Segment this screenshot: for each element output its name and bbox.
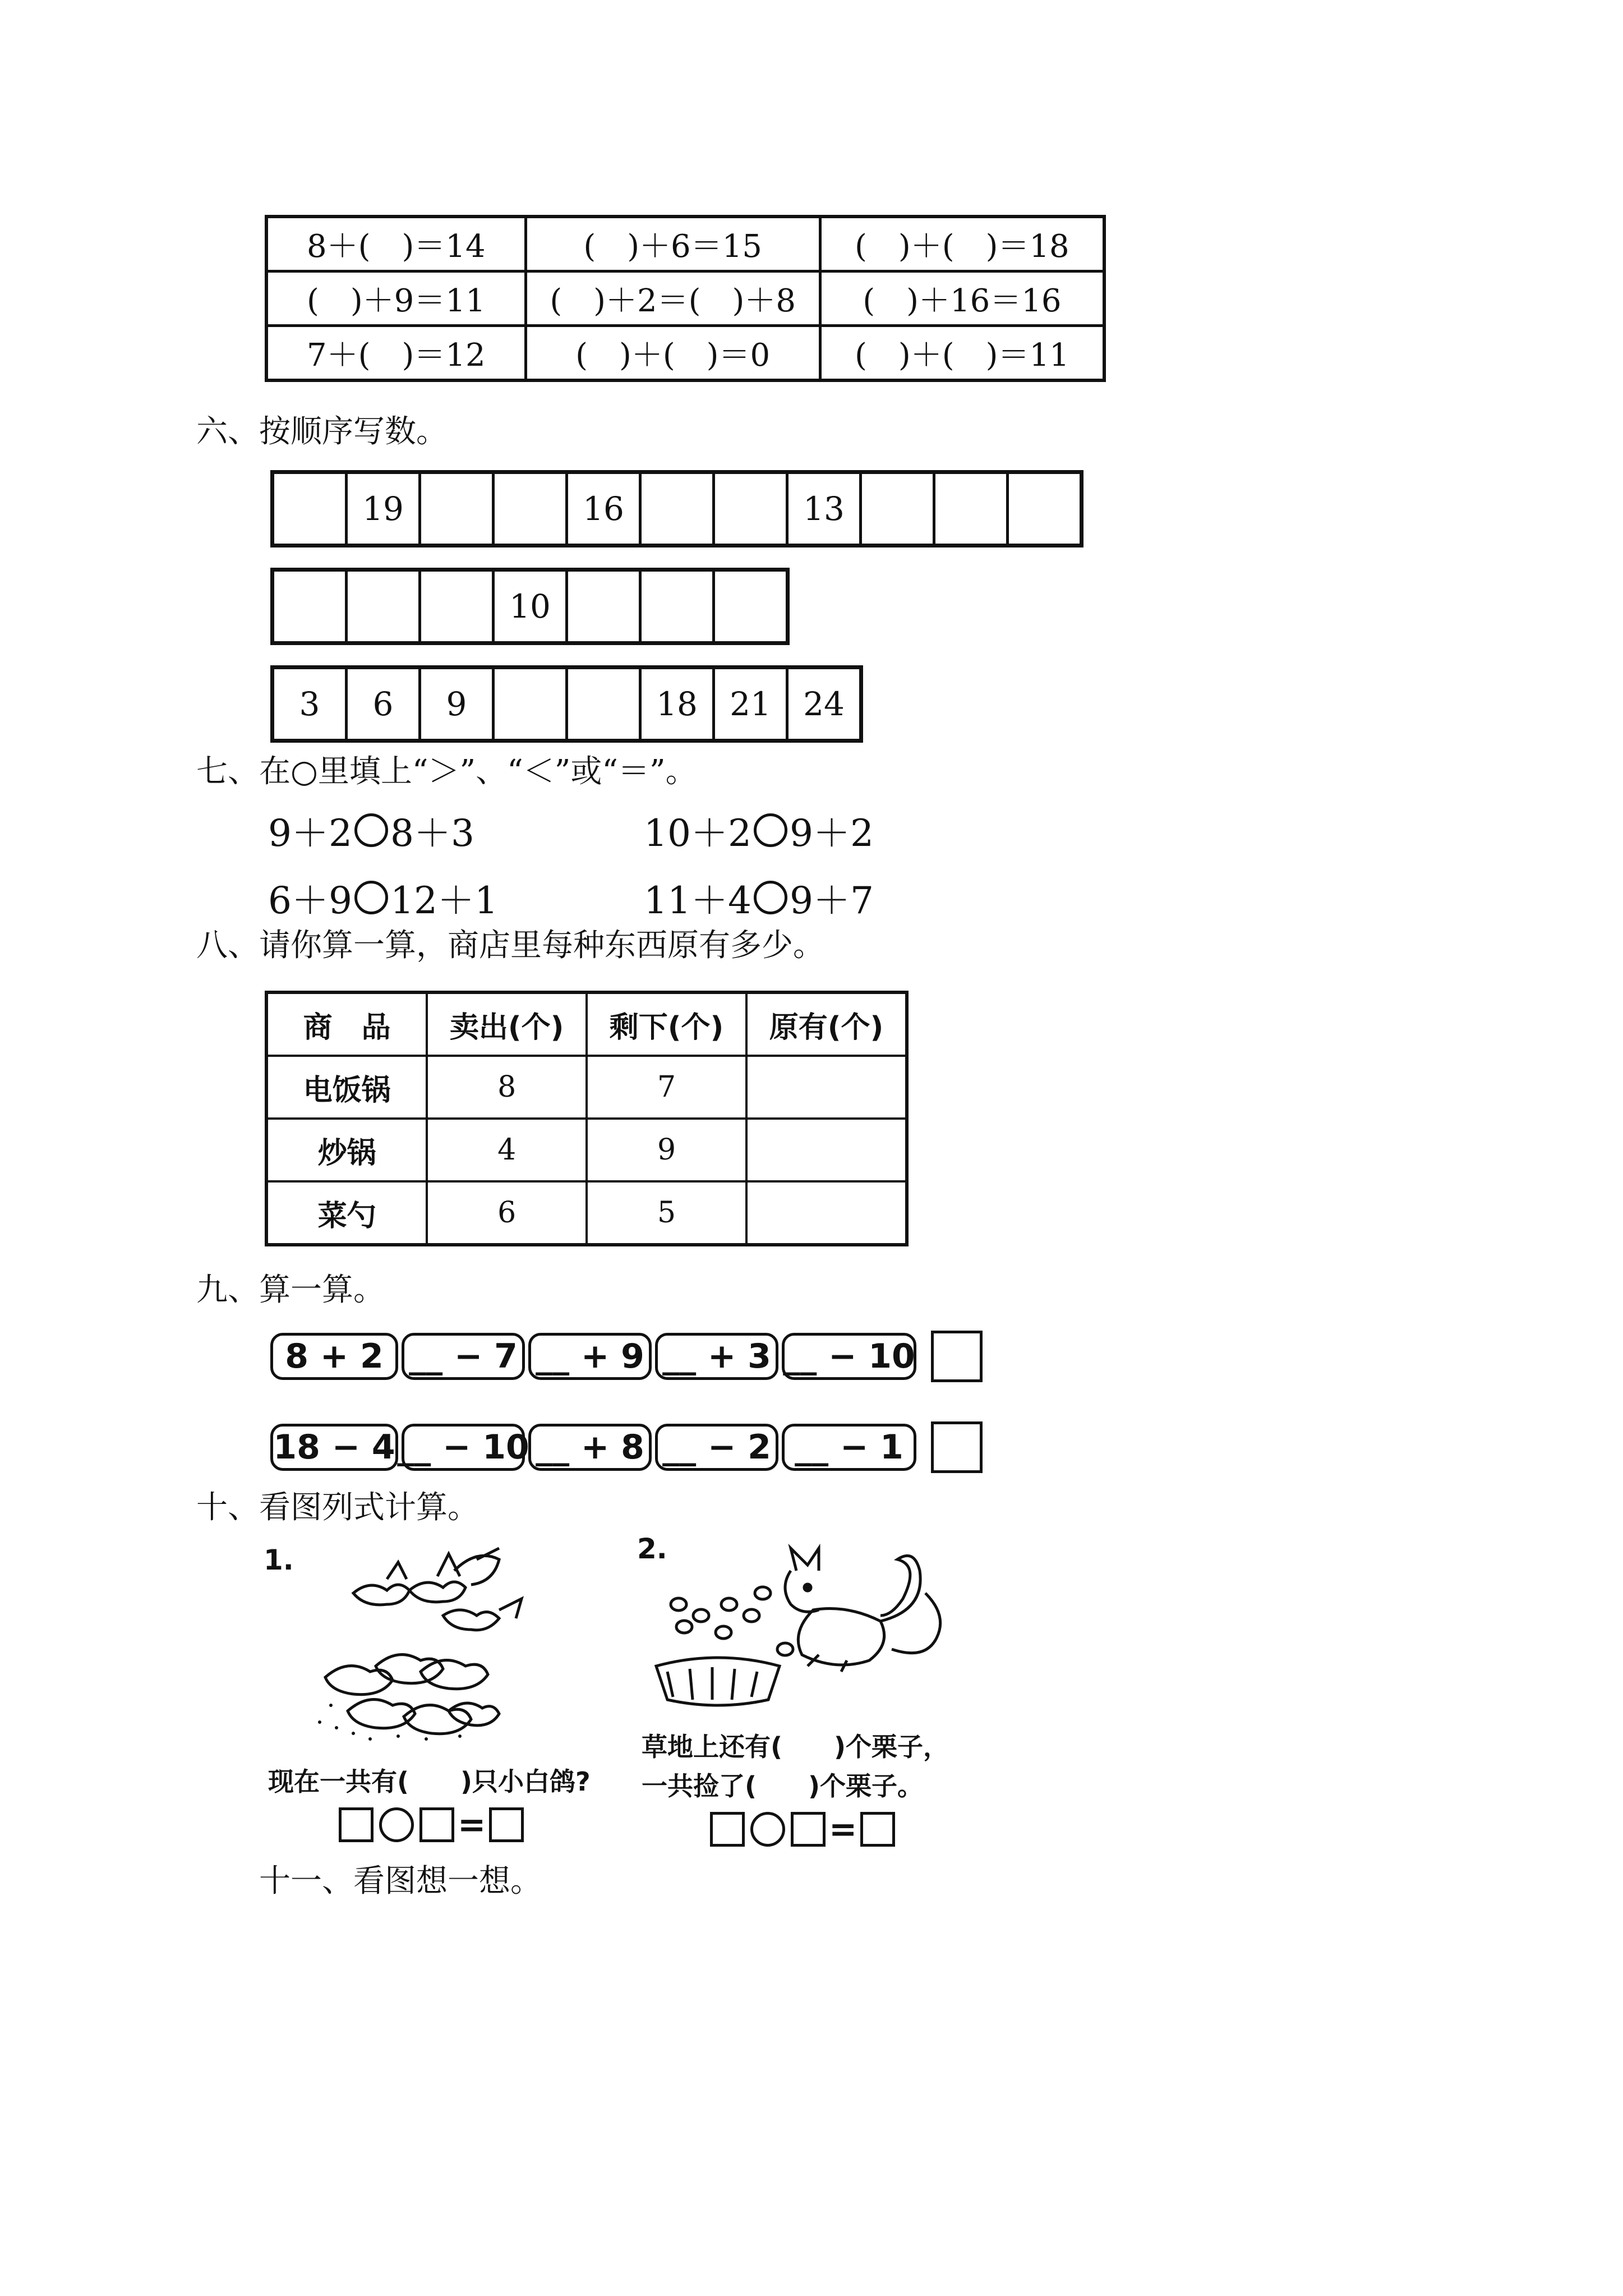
equals-sign-icon: = (458, 1805, 486, 1844)
answer-box[interactable] (419, 1807, 454, 1842)
goods-name: 炒锅 (266, 1119, 427, 1181)
sequence-cell (715, 474, 789, 544)
sequence-cell (348, 572, 421, 641)
squirrel-illustration-icon (645, 1537, 970, 1717)
goods-table (265, 991, 909, 1246)
answer-circle[interactable] (754, 813, 787, 847)
sequence-cell: 16 (568, 474, 642, 544)
problem-number: 2. (637, 1533, 667, 1565)
sequence-cell: 6 (348, 669, 421, 739)
table-row (266, 1119, 907, 1181)
doves-illustration-icon (314, 1537, 550, 1750)
left-value: 9 (587, 1119, 746, 1181)
comparison-right: 12＋1 (390, 879, 498, 922)
answer-formula (710, 1810, 895, 1849)
sequence-row-2 (270, 568, 790, 645)
calc-chain-2 (270, 1421, 983, 1473)
comparison-right: 9＋7 (789, 879, 874, 922)
comparison-item (268, 871, 498, 924)
equation-cell: ( )＋( )＝18 (820, 217, 1104, 272)
comparison-left: 11＋4 (644, 879, 751, 922)
equation-cell: ( )＋9＝11 (266, 272, 525, 326)
answer-box[interactable] (710, 1812, 745, 1847)
comparison-left: 10＋2 (644, 812, 751, 855)
answer-box[interactable] (489, 1807, 524, 1842)
section10-heading: 十、看图列式计算。 (196, 1489, 479, 1526)
section7-heading: 七、在○里填上“＞”、“＜”或“＝”。 (196, 753, 697, 790)
answer-box[interactable] (931, 1331, 983, 1382)
left-value: 7 (587, 1056, 746, 1119)
chain-step[interactable]: __ − 2 (655, 1424, 778, 1471)
equation-cell: ( )＋( )＝0 (525, 326, 820, 381)
sold-value: 4 (427, 1119, 587, 1181)
calc-chain-1 (270, 1331, 983, 1382)
comparison-item (644, 871, 874, 924)
answer-circle[interactable] (354, 881, 388, 914)
column-header: 卖出(个) (427, 992, 587, 1056)
comparison-left: 6＋9 (268, 879, 352, 922)
comparison-left: 9＋2 (268, 812, 352, 855)
answer-circle[interactable] (754, 881, 787, 914)
table-header-row (266, 992, 907, 1056)
sequence-cell (935, 474, 1009, 544)
answer-box[interactable] (791, 1812, 826, 1847)
sequence-cell: 3 (274, 669, 348, 739)
operator-circle[interactable] (379, 1807, 414, 1842)
sequence-cell (274, 572, 348, 641)
problem1-question: 现在一共有( )只小白鸽? (268, 1766, 591, 1797)
column-header: 剩下(个) (587, 992, 746, 1056)
sequence-cell (642, 474, 715, 544)
original-value[interactable] (746, 1119, 907, 1181)
problem2-line1: 草地上还有( )个栗子， (642, 1732, 949, 1762)
equation-cell: ( )＋2＝( )＋8 (525, 272, 820, 326)
equation-cell: 8＋( )＝14 (266, 217, 525, 272)
equation-cell: ( )＋16＝16 (820, 272, 1104, 326)
equation-cell: 7＋( )＝12 (266, 326, 525, 381)
table-row (266, 217, 1104, 272)
comparison-item (268, 803, 474, 857)
sequence-cell (568, 572, 642, 641)
sequence-cell (568, 669, 642, 739)
answer-box[interactable] (860, 1812, 895, 1847)
sequence-cell: 9 (421, 669, 495, 739)
section9-heading: 九、算一算。 (196, 1272, 385, 1308)
sequence-cell (421, 572, 495, 641)
sequence-row-1 (270, 470, 1083, 547)
sold-value: 8 (427, 1056, 587, 1119)
chain-step[interactable]: __ − 7 (402, 1333, 525, 1380)
equation-table (265, 215, 1106, 382)
sequence-cell (1009, 474, 1080, 544)
section11-heading: 十一、看图想一想。 (259, 1863, 542, 1899)
equals-sign-icon: = (829, 1810, 857, 1849)
chain-start: 8 + 2 (270, 1333, 398, 1380)
answer-box[interactable] (931, 1421, 983, 1473)
sequence-cell (642, 572, 715, 641)
table-row (266, 1181, 907, 1245)
sequence-cell (862, 474, 935, 544)
table-row (266, 326, 1104, 381)
original-value[interactable] (746, 1181, 907, 1245)
sequence-cell: 21 (715, 669, 789, 739)
answer-formula (339, 1805, 524, 1844)
chain-start: 18 − 4 (270, 1424, 398, 1471)
sequence-cell: 13 (789, 474, 862, 544)
equation-cell: ( )＋6＝15 (525, 217, 820, 272)
operator-circle[interactable] (750, 1812, 785, 1847)
sequence-cell: 18 (642, 669, 715, 739)
chain-step[interactable]: __ − 1 (782, 1424, 916, 1471)
goods-name: 菜勺 (266, 1181, 427, 1245)
section6-heading: 六、按顺序写数。 (196, 413, 448, 450)
original-value[interactable] (746, 1056, 907, 1119)
problem-number: 1. (264, 1544, 294, 1576)
sequence-cell: 10 (495, 572, 568, 641)
comparison-item (644, 803, 874, 857)
chain-step[interactable]: __ − 10 (782, 1333, 916, 1380)
chain-step[interactable]: __ + 9 (528, 1333, 652, 1380)
chain-step[interactable]: __ + 8 (528, 1424, 652, 1471)
sequence-cell (715, 572, 786, 641)
problem2-line2: 一共捡了( )个栗子。 (642, 1771, 924, 1801)
sequence-cell: 19 (348, 474, 421, 544)
comparison-right: 9＋2 (789, 812, 874, 855)
section8-heading: 八、请你算一算，商店里每种东西原有多少。 (196, 927, 824, 964)
comparison-right: 8＋3 (390, 812, 474, 855)
sold-value: 6 (427, 1181, 587, 1245)
goods-name: 电饭锅 (266, 1056, 427, 1119)
sequence-row-3 (270, 665, 863, 743)
table-row (266, 272, 1104, 326)
table-row (266, 1056, 907, 1119)
sequence-cell (495, 669, 568, 739)
equation-cell: ( )＋( )＝11 (820, 326, 1104, 381)
column-header: 原有(个) (746, 992, 907, 1056)
left-value: 5 (587, 1181, 746, 1245)
sequence-cell (421, 474, 495, 544)
chain-step[interactable]: __ − 10 (402, 1424, 525, 1471)
answer-box[interactable] (339, 1807, 374, 1842)
chain-step[interactable]: __ + 3 (655, 1333, 778, 1380)
sequence-cell (274, 474, 348, 544)
column-header: 商 品 (266, 992, 427, 1056)
sequence-cell: 24 (803, 685, 845, 723)
answer-circle[interactable] (354, 813, 388, 847)
sequence-cell (495, 474, 568, 544)
